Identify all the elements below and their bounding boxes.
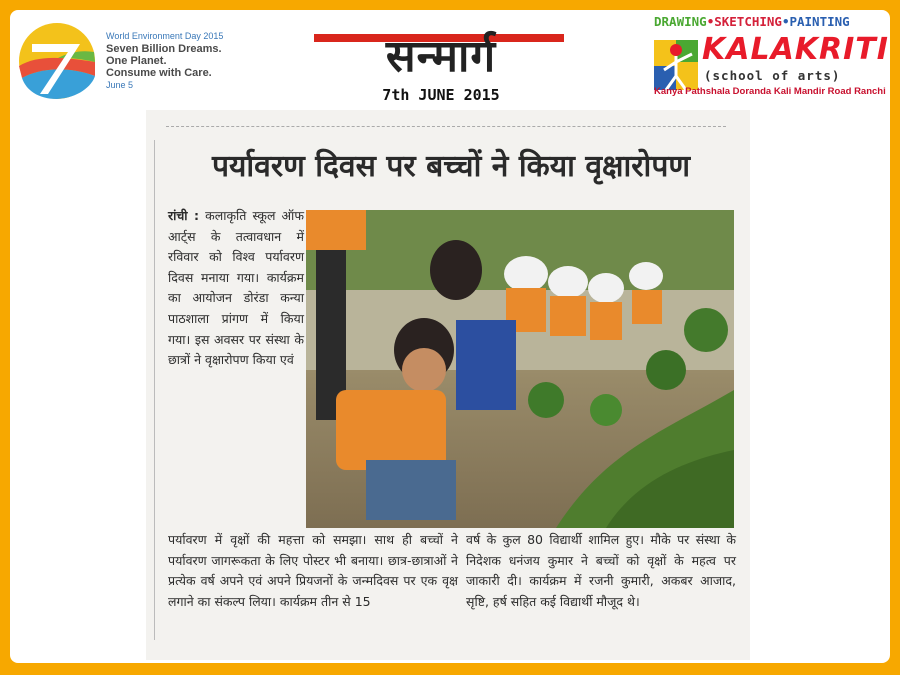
article-headline: पर्यावरण दिवस पर बच्चों ने किया वृक्षारोपण <box>211 149 691 184</box>
wed-slogan-3: Consume with Care. <box>106 67 212 79</box>
wed-slogan-2: One Planet. <box>106 55 167 67</box>
tree-planting-photo <box>306 210 734 528</box>
newspaper-masthead <box>310 16 572 108</box>
wed-date: June 5 <box>106 80 134 90</box>
article-dateline: रांची : <box>168 208 200 223</box>
article-bottom-left: पर्यावरण में वृक्षों की महत्ता को समझा। साथ ही बच्चों ने पर्यावरण जागरूकता के लिए पोस्टर भी बनाया। छात्र-छात्राओं ने प्रत्येक वर्ष अपने एवं अपने प्रियजनों के जन्मदिवस पर एक वृक्ष लगाने का संकल्प लिया। कार्यक्रम तीन से 15 <box>168 532 458 609</box>
column-rule <box>154 140 155 640</box>
tagline-drawing: DRAWING <box>654 14 707 29</box>
tagline-sketching: SKETCHING <box>714 14 782 29</box>
world-environment-day-logo-icon <box>18 22 96 100</box>
newspaper-title: सन्मार्ग <box>385 31 497 82</box>
kalakriti-address: Kanya Pathshala Doranda Kali Mandir Road Ranchi <box>654 86 886 97</box>
newspaper-clipping <box>146 110 750 660</box>
kalakriti-subtitle: (school of arts) <box>704 68 841 83</box>
article-column-1-text: कलाकृति स्कूल ऑफ आर्ट्स के तत्वावधान में रविवार को विश्व पर्यावरण दिवस मनाया गया। कार्यक्रम का आयोजन डोरंडा कन्या पाठशाला प्रांगण में किया गया। इस अवसर पर संस्था के छात्रों ने वृक्षारोपण किया एवं <box>168 208 304 368</box>
kalakriti-logo <box>650 14 889 104</box>
kalakriti-name: KALAKRITI <box>702 32 889 67</box>
wed-slogan-1: Seven Billion Dreams. <box>106 43 222 55</box>
article-column-1 <box>168 206 304 371</box>
page-card <box>10 10 890 663</box>
clipping-top-rule <box>166 116 726 127</box>
article-bottom-right: वर्ष के कुल 80 विद्यार्थी शामिल हुए। मौके पर संस्था के निदेशक धनंजय कुमार ने बच्चों को वृक्षों के महत्व पर जाकारी दी। कार्यक्रम में रजनी कुमारी, अकबर आजाद, सृष्टि, हर्ष सहित कई विद्यार्थी मौजूद थे। <box>466 532 736 609</box>
wed-text-block <box>106 30 223 92</box>
newspaper-date: 7th JUNE 2015 <box>382 86 500 104</box>
artist-figure-icon <box>654 36 698 92</box>
wed-title: World Environment Day 2015 <box>106 31 224 41</box>
kalakriti-tagline: DRAWING•SKETCHING•PAINTING <box>654 14 850 29</box>
tagline-painting: PAINTING <box>789 14 850 29</box>
